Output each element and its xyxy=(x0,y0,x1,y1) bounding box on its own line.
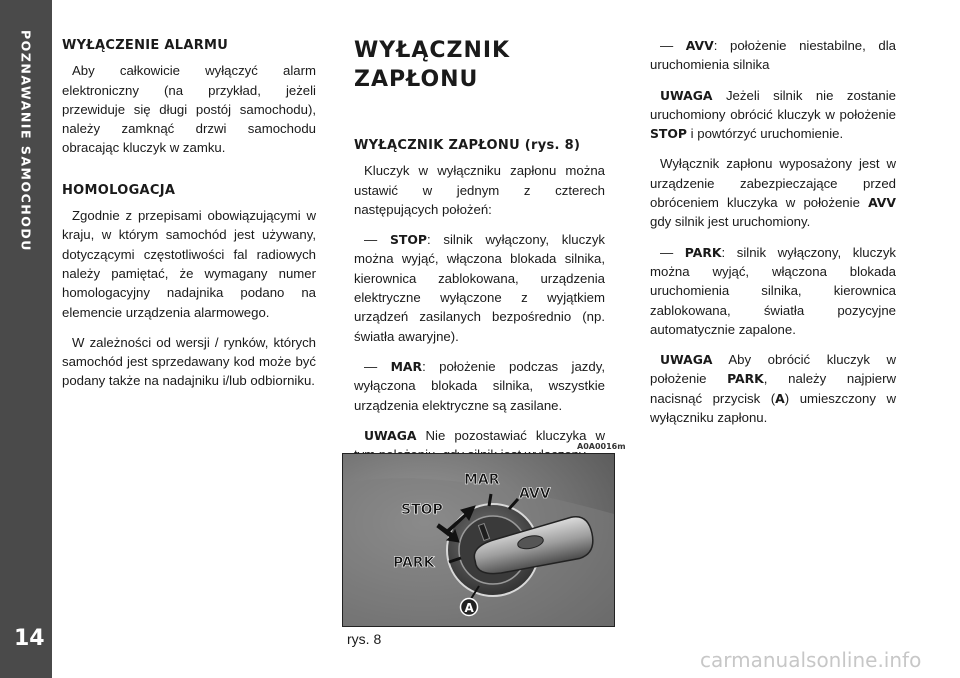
sub-heading xyxy=(354,136,605,155)
avv-label: AVV xyxy=(519,486,551,502)
warning2-text-b: , należy najpierw nacisnąć przycisk ( xyxy=(650,371,896,406)
warning1-label: UWAGA xyxy=(660,87,713,103)
homologation-paragraph-1: Zgodnie z przepisami obowiązującymi w kraju, w którym samochód jest używany, dotyczącymi częstotliwości fal radiowych należy pamiętać, że wymagany numer homologacyjny nadajnika podano na elemencie urządzenia alarmowego. xyxy=(62,208,316,320)
warning1-text-b: i powtórzyć uruchomienie. xyxy=(687,126,844,142)
alarm-paragraph: Aby całkowicie wyłączyć alarm elektroniczny (na przykład, jeżeli przewiduje się długi postój samochodu), należy zamknąć drzwi samochodu obracając kluczyk w zamku. xyxy=(62,63,316,156)
ignition-illustration xyxy=(343,454,614,626)
warning1-text-a: Jeżeli silnik nie zostanie uruchomiony obrócić kluczyk w położenie xyxy=(650,87,896,122)
left-column xyxy=(62,36,316,391)
middle-column xyxy=(354,36,605,464)
section-heading xyxy=(354,36,605,94)
warning-label: UWAGA xyxy=(364,427,417,443)
avv-text: : położenie niestabilne, dla uruchomienia silnika xyxy=(650,38,896,73)
stop-label: STOP xyxy=(401,502,443,518)
warning2-paragraph xyxy=(650,350,896,427)
stop-keyword: STOP xyxy=(389,232,427,248)
stop-text: : silnik wyłączony, kluczyk można wyjąć, włączona blokada silnika, kierownica zablokowana, urządzenia elektryczne wyłączone z wyjątkiem urządzeń zasilanych bezpośrednio (np. światła awaryjne). xyxy=(354,232,606,344)
section-title: POZNAWANIE SAMOCHODU xyxy=(18,30,34,252)
device-text-a: Wyłącznik zapłonu wyposażony jest w urządzenie zabezpieczające przed obróceniem kluczyka w położenie xyxy=(650,156,896,211)
mar-keyword: MAR xyxy=(390,358,423,374)
intro-paragraph: Kluczyk w wyłączniku zapłonu można ustawić w jednym z czterech następujących położeń: xyxy=(354,163,605,217)
mar-label: MAR xyxy=(464,472,500,488)
section-heading-line-1: WYŁĄCZNIK xyxy=(354,38,511,63)
warning2-label: UWAGA xyxy=(660,352,713,368)
homologation-paragraph-2: W zależności od wersji / rynków, których samochód jest sprzedawany kod może być podany także na nadajniku i/lub odbiorniku. xyxy=(62,334,316,389)
avv-keyword: AVV xyxy=(685,38,714,53)
sub-heading-text: WYŁĄCZNIK ZAPŁONU xyxy=(354,138,520,153)
watermark: carmanualsonline.info xyxy=(700,648,922,672)
device-avv: AVV xyxy=(868,195,896,211)
right-column xyxy=(650,36,896,427)
a-label: A xyxy=(464,601,474,615)
page-number: 14 xyxy=(14,626,45,651)
warning1-stop: STOP xyxy=(650,126,687,142)
stop-paragraph: — STOP: silnik wyłączony, kluczyk można wyjąć, włączona blokada silnika, kierownica zablokowana, urządzenia elektryczne wyłączone z wyjątkiem urządzeń zasilanych bezpośrednio (np. światła awaryjne). xyxy=(354,232,606,344)
mar-text: : położenie podczas jazdy, wyłączona blokada silnika, wszystkie urządzenia elektryczne są zasilane. xyxy=(354,358,605,413)
park-label: PARK xyxy=(393,555,435,571)
mar-paragraph: — MAR: położenie podczas jazdy, wyłączona blokada silnika, wszystkie urządzenia elektryczne są zasilane. xyxy=(354,358,605,413)
figure-caption: rys. 8 xyxy=(347,631,382,647)
warning2-park: PARK xyxy=(727,371,764,387)
mar-marker xyxy=(489,494,491,506)
device-text-b: gdy silnik jest uruchomiony. xyxy=(650,214,811,230)
alarm-heading: WYŁĄCZENIE ALARMU xyxy=(62,38,229,53)
section-heading-line-2: ZAPŁONU xyxy=(354,67,479,92)
avv-paragraph: — AVV: położenie niestabilne, dla uruchomienia silnika xyxy=(650,38,896,73)
sidebar xyxy=(0,0,52,678)
warning1-paragraph xyxy=(650,86,896,144)
warning2-text-a: Aby obrócić kluczyk w położenie xyxy=(650,352,896,387)
park-paragraph: — PARK: silnik wyłączony, kluczyk można wyjąć, włączona blokada uruchomienia silnika, kierownica zablokowana, światła pozycyjne automatycznie zapalone. xyxy=(650,244,897,337)
figure-code: A0A0016m xyxy=(577,442,626,451)
warning2-a: A xyxy=(775,390,785,406)
warning-text: Nie pozostawiać kluczyka w xyxy=(425,427,605,443)
warning2-text-c: ) umieszczony w wyłączniku zapłonu. xyxy=(650,390,896,426)
sub-heading-ref: (rys. 8) xyxy=(524,138,581,153)
ignition-figure xyxy=(342,453,615,627)
park-keyword: PARK xyxy=(684,244,722,260)
device-paragraph xyxy=(650,154,896,231)
park-text: : silnik wyłączony, kluczyk można wyjąć, włączona blokada uruchomienia silnika, kierownica zablokowana, światła pozycyjne automatycznie zapalone. xyxy=(650,244,897,337)
homologation-heading: HOMOLOGACJA xyxy=(62,182,176,198)
